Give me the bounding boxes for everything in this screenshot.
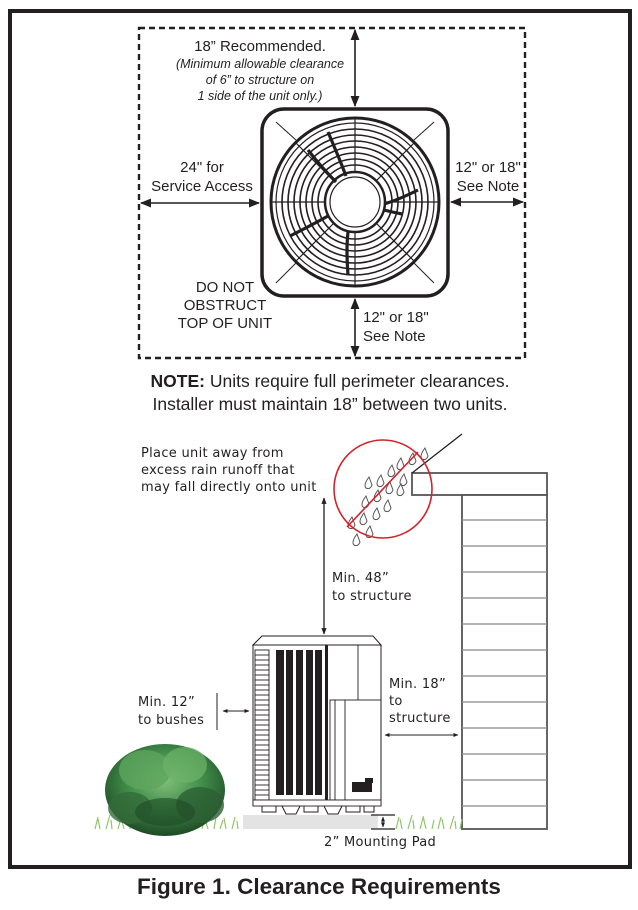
- detail-line: 1 side of the unit only.): [197, 89, 323, 103]
- label-line: 12" or 18": [455, 159, 521, 176]
- label-line: Min. 12”: [138, 695, 196, 710]
- label-line: to bushes: [138, 713, 205, 728]
- rain-drops-icon: [348, 448, 428, 546]
- mounting-pad-label: 2” Mounting Pad: [324, 835, 437, 850]
- label-line: 24" for: [180, 159, 224, 176]
- label-line: Min. 48”: [332, 571, 390, 586]
- top-clearance-label: 18” Recommended.: [194, 38, 326, 55]
- note-line-1: Units require full perimeter clearances.: [205, 371, 510, 391]
- mounting-pad: [243, 815, 378, 829]
- label-line: See Note: [456, 178, 520, 195]
- warning-line: DO NOT: [195, 279, 255, 296]
- top-clearance-detail: [160, 56, 360, 104]
- condenser-unit-icon: [253, 636, 381, 814]
- detail-line: (Minimum allowable clearance: [175, 57, 345, 71]
- label-line: See Note: [363, 328, 426, 345]
- bush-clearance-label: [138, 694, 204, 730]
- label-line: structure: [389, 711, 451, 726]
- building-icon: [412, 473, 547, 829]
- detail-line: of 6” to structure on: [205, 73, 315, 87]
- bush-icon: [105, 744, 225, 836]
- structure-clearance-label: [389, 676, 451, 727]
- rain-runoff-warning: [141, 445, 317, 496]
- left-clearance-label: [140, 158, 264, 196]
- roof-line: [412, 434, 462, 473]
- figure-caption: Figure 1. Clearance Requirements: [137, 874, 501, 899]
- label-line: to: [389, 694, 403, 709]
- warning-line: OBSTRUCT: [183, 297, 267, 314]
- label-line: to structure: [332, 589, 412, 604]
- label-line: 12" or 18": [363, 309, 429, 326]
- warning-line: TOP OF UNIT: [177, 315, 273, 332]
- note-line-2: Installer must maintain 18” between two units.: [152, 394, 508, 414]
- bottom-clearance-label: [363, 308, 429, 346]
- warning-line: Place unit away from: [141, 446, 284, 461]
- label-line: Min. 18”: [389, 677, 447, 692]
- unit-top-icon: [262, 109, 448, 296]
- perimeter-note: [100, 370, 560, 416]
- right-clearance-label: [450, 158, 526, 196]
- warning-line: may fall directly onto unit: [141, 480, 317, 495]
- top-structure-clearance-label: [332, 570, 412, 606]
- warning-line: excess rain runoff that: [141, 463, 295, 478]
- do-not-obstruct-warning: [170, 279, 280, 333]
- note-label: NOTE:: [150, 371, 205, 391]
- label-line: Service Access: [151, 178, 253, 195]
